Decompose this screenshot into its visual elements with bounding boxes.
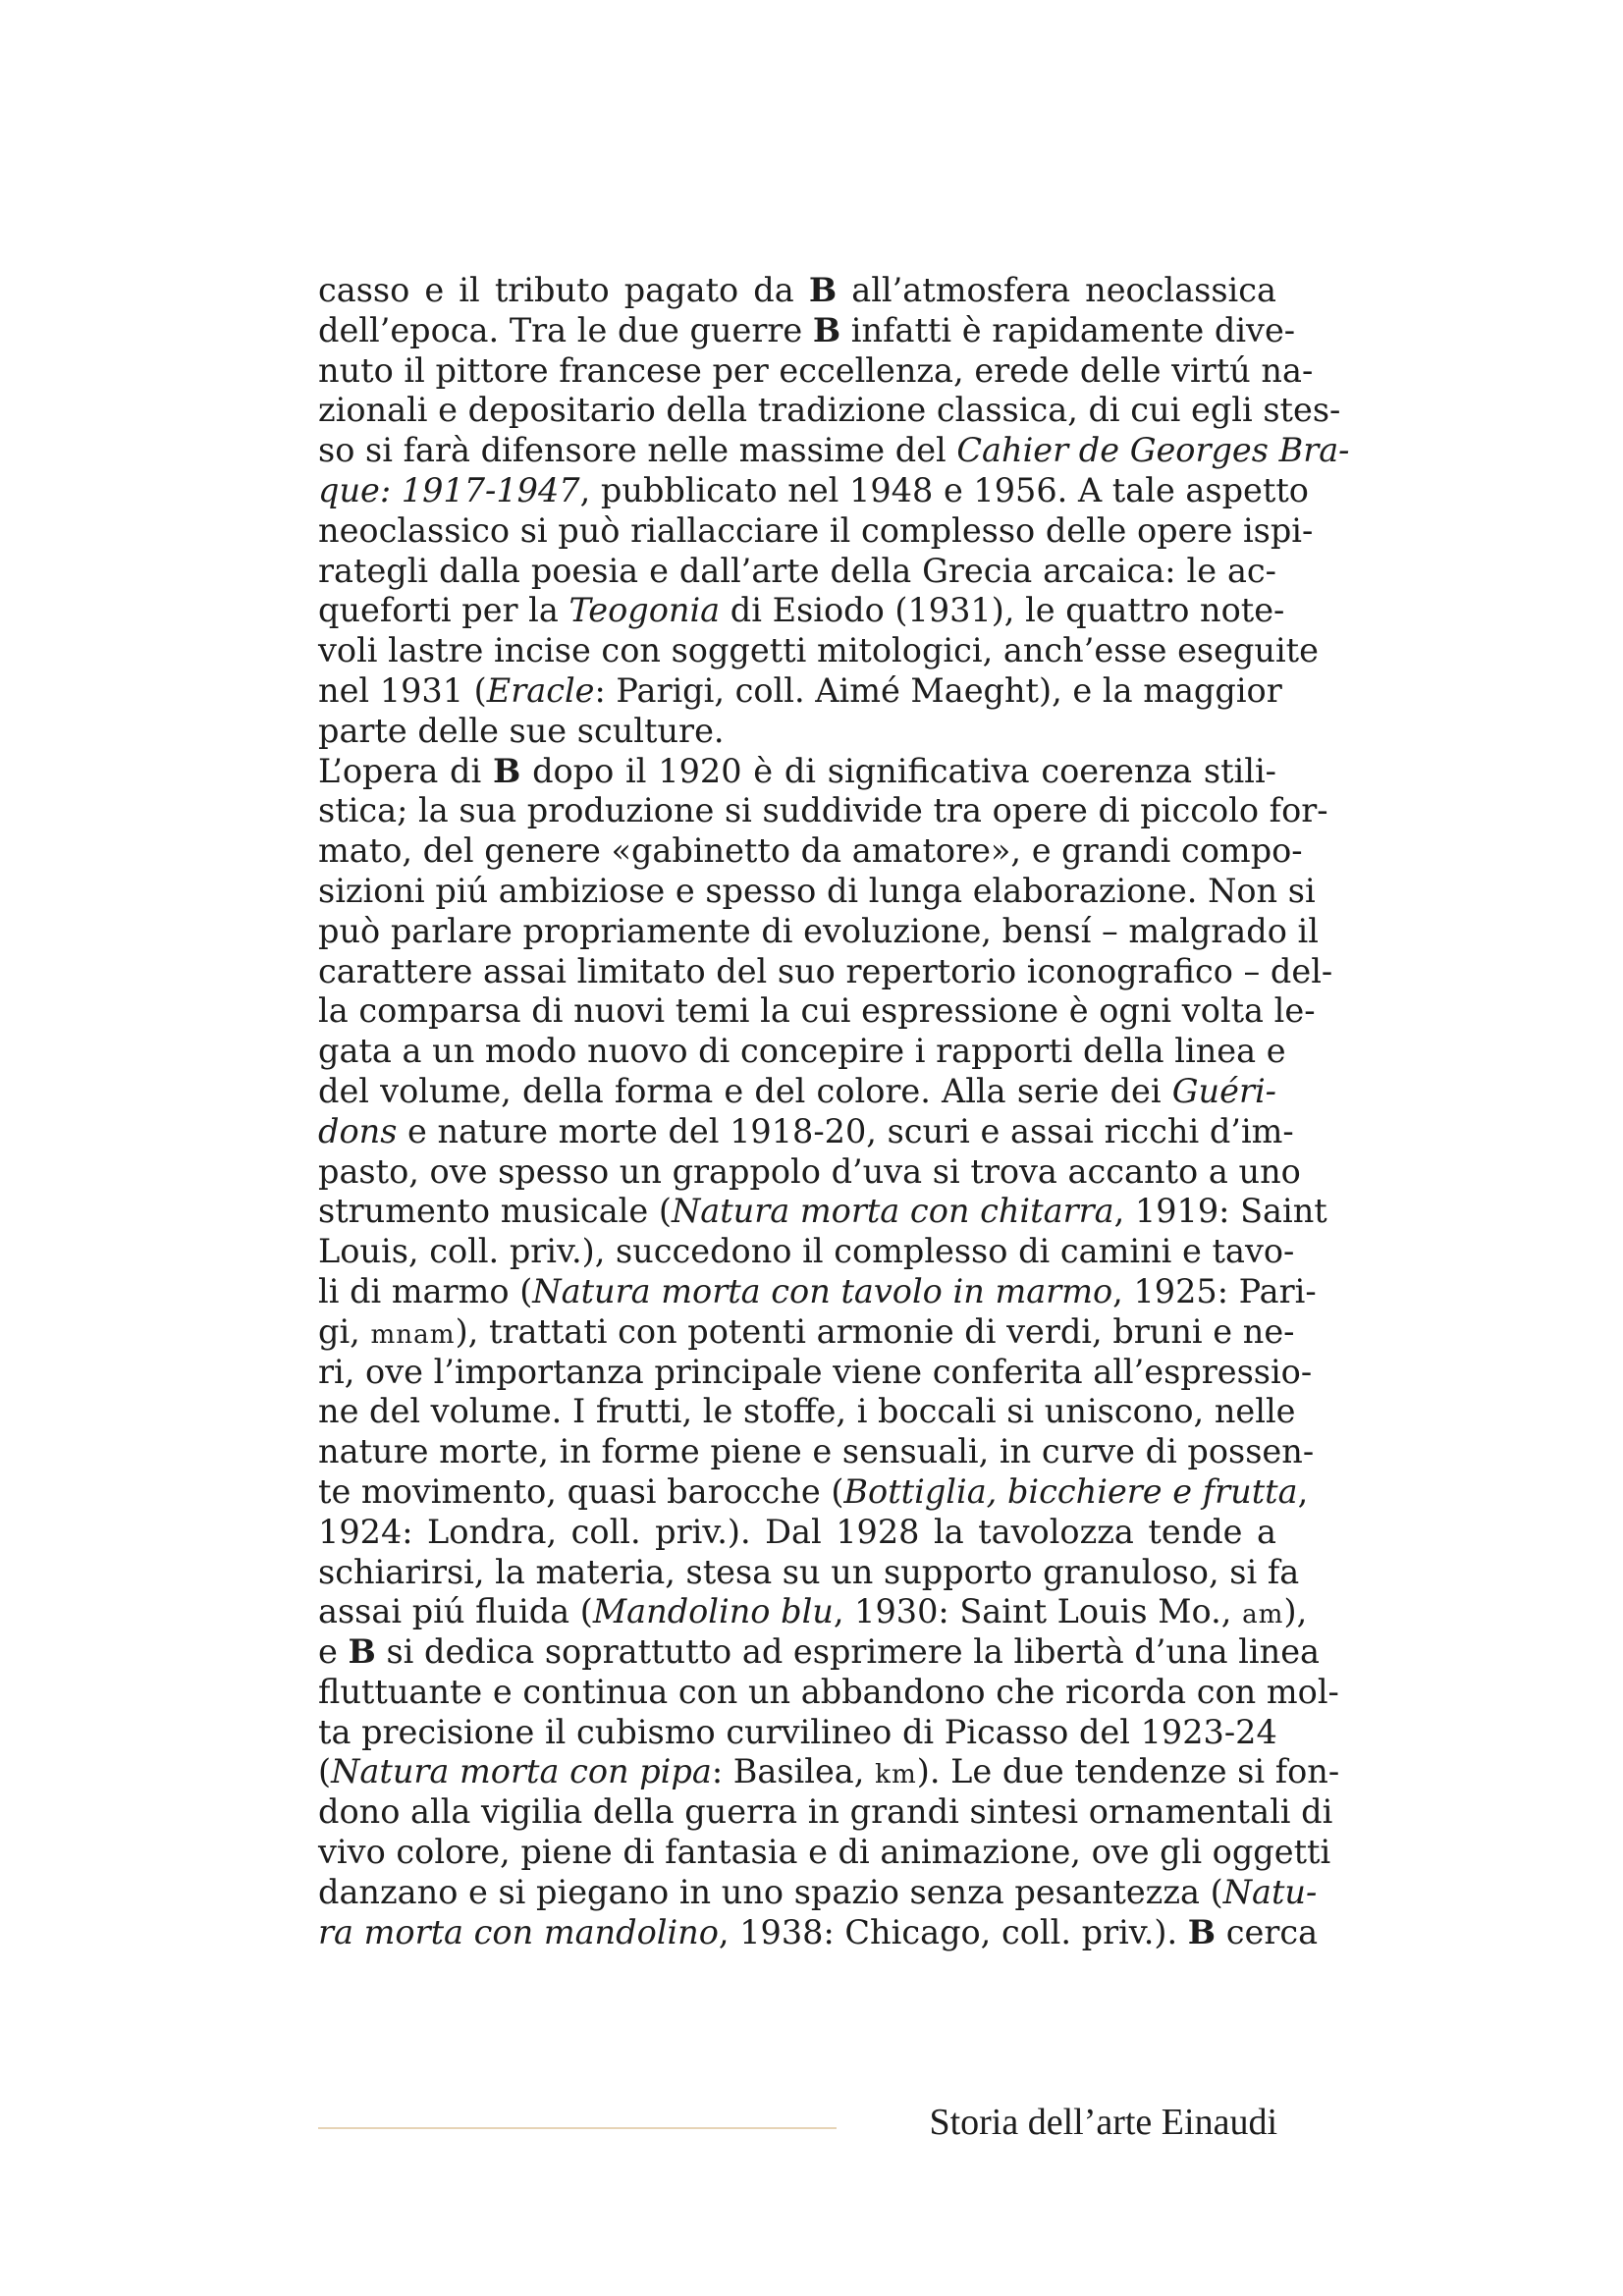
text-line [318, 310, 1296, 351]
text-line [318, 1592, 1308, 1632]
text-line [318, 1151, 1301, 1193]
bold-initial: B [812, 310, 841, 349]
text-line [318, 1752, 1340, 1792]
text-run: stica; la sua produzione si suddivide tra opere di piccolo for- [318, 791, 1328, 830]
text-run: , 1925: Pari- [1112, 1271, 1317, 1310]
text-line [318, 831, 1303, 872]
text-run: e nature morte del 1918-20, scuri e assai ricchi d’im- [397, 1111, 1294, 1150]
text-run: può parlare propriamente di evoluzione, bensí – malgrado il [318, 911, 1319, 950]
text-run: neoclassico si può riallacciare il complesso delle opere ispi- [318, 510, 1314, 550]
text-run: sizioni piú ambiziose e spesso di lunga elaborazione. Non si [318, 871, 1316, 910]
small-caps-abbr: mnam [370, 1319, 456, 1350]
text-line [318, 791, 1328, 831]
text-run: ), [1283, 1592, 1308, 1631]
text-line [318, 1672, 1339, 1713]
text-run: cerca [1216, 1912, 1319, 1951]
text-line [318, 1632, 1320, 1673]
text-line [318, 1872, 1318, 1913]
text-run: zionali e depositario della tradizione classica, di cui egli stes- [318, 391, 1341, 430]
text-line [318, 1352, 1313, 1393]
article-body [318, 271, 1350, 1952]
text-line [318, 1432, 1315, 1472]
bold-initial: B [1187, 1912, 1217, 1951]
italic-title: Eracle [486, 670, 595, 710]
text-line [318, 631, 1319, 671]
text-line [318, 1552, 1300, 1593]
text-run: e [318, 1632, 349, 1672]
text-line [318, 1192, 1327, 1232]
text-line [318, 1271, 1317, 1312]
text-line [318, 1232, 1295, 1272]
text-line [318, 712, 1276, 752]
text-run: ri, ove l’importanza principale viene conferita all’espressio- [318, 1352, 1313, 1391]
italic-title: Cahier de Georges Bra- [956, 431, 1350, 470]
text-run: la comparsa di nuovi temi la cui espressione è ogni volta le- [318, 991, 1316, 1031]
text-run: infatti è rapidamente dive- [840, 310, 1296, 349]
italic-title: Guéri- [1171, 1071, 1276, 1110]
footer-title: Storia dell’arte Einaudi [929, 2102, 1277, 2143]
text-run: dopo il 1920 è di significativa coerenza stili- [520, 751, 1276, 790]
text-line [318, 391, 1341, 431]
text-run: queforti per la [318, 591, 569, 630]
text-line [318, 1311, 1295, 1353]
text-line [318, 1392, 1296, 1432]
bold-initial: B [808, 271, 838, 309]
italic-title: Natura morta con tavolo in marmo [532, 1271, 1113, 1310]
italic-title: Natura morta con chitarra [671, 1192, 1114, 1231]
text-line [318, 552, 1276, 592]
text-run: li di marmo ( [318, 1271, 533, 1310]
text-line [318, 1111, 1294, 1152]
text-run: di Esiodo (1931), le quattro note- [720, 591, 1285, 630]
bold-initial: B [348, 1632, 376, 1672]
text-run: so si farà difensore nelle massime del [318, 431, 957, 470]
text-run: danzano e si piegano in uno spazio senza pesantezza ( [318, 1872, 1223, 1911]
text-run: , 1919: Saint [1113, 1192, 1327, 1231]
text-run: fluttuante e continua con un abbandono che ricorda con mol- [318, 1672, 1339, 1711]
small-caps-abbr: am [1242, 1600, 1284, 1630]
text-line [318, 591, 1285, 631]
text-run: si dedica soprattutto ad esprimere la libertà d’una linea [375, 1632, 1320, 1672]
italic-title: Teogonia [568, 591, 721, 630]
text-run: nel 1931 ( [318, 670, 487, 710]
text-run: vivo colore, piene di fantasia e di animazione, ove gli oggetti [318, 1833, 1331, 1872]
italic-title: que: 1917-1947 [318, 470, 580, 509]
text-line [318, 1471, 1309, 1513]
text-line [318, 470, 1309, 511]
italic-title: dons [318, 1111, 398, 1150]
text-line [318, 1032, 1286, 1072]
text-run: ( [318, 1752, 332, 1791]
text-run: gata a un modo nuovo di concepire i rapporti della linea e [318, 1032, 1286, 1071]
text-line [318, 871, 1316, 912]
text-line [318, 1912, 1319, 1953]
text-run: all’atmosfera neoclassica [837, 271, 1277, 309]
text-line [318, 911, 1319, 952]
text-line [318, 1072, 1276, 1112]
footer-rule [318, 2127, 837, 2129]
text-run: rategli dalla poesia e dall’arte della Grecia arcaica: le ac- [318, 551, 1276, 590]
italic-title: Natu- [1222, 1872, 1318, 1911]
text-run: dono alla vigilia della guerra in grandi sintesi ornamentali di [318, 1792, 1333, 1832]
text-run: ta precisione il cubismo curvilineo di Picasso del 1923-24 [318, 1712, 1277, 1751]
italic-title: Bottiglia, bicchiere e frutta [843, 1471, 1298, 1511]
text-run: ), trattati con potenti armonie di verdi, bruni e ne- [455, 1311, 1295, 1351]
text-line [318, 431, 1350, 471]
text-run: strumento musicale ( [318, 1192, 672, 1231]
text-run: , [1297, 1471, 1309, 1511]
text-run: : Basilea, [711, 1752, 876, 1791]
text-line [318, 1833, 1331, 1873]
text-run: L’opera di [318, 751, 493, 790]
text-line [318, 271, 1276, 311]
text-line [318, 1713, 1276, 1753]
text-run: dell’epoca. Tra le due guerre [318, 310, 813, 349]
text-line [318, 670, 1282, 712]
text-line [318, 510, 1314, 552]
text-line [318, 350, 1314, 392]
text-run: mato, del genere «gabinetto da amatore», e grandi compo- [318, 831, 1303, 871]
text-run: schiarirsi, la materia, stesa su un supporto granuloso, si fa [318, 1552, 1300, 1591]
italic-title: ra morta con mandolino [318, 1912, 719, 1951]
text-run: assai piú fluida ( [318, 1592, 593, 1631]
text-run: voli lastre incise con soggetti mitologici, anch’esse eseguite [318, 631, 1319, 670]
text-run: pasto, ove spesso un grappolo d’uva si trova accanto a uno [318, 1151, 1301, 1191]
text-line [318, 991, 1316, 1032]
text-run: Louis, coll. priv.), succedono il complesso di camini e tavo- [318, 1232, 1295, 1271]
text-run: te movimento, quasi barocche ( [318, 1471, 844, 1511]
text-run: parte delle sue sculture. [318, 711, 725, 750]
text-run: ). Le due tendenze si fon- [916, 1752, 1340, 1791]
italic-title: Mandolino blu [592, 1592, 834, 1631]
text-run: ne del volume. I frutti, le stoffe, i boccali si uniscono, nelle [318, 1392, 1296, 1431]
text-line [318, 951, 1333, 992]
text-run: , 1930: Saint Louis Mo., [833, 1592, 1243, 1631]
text-run: , 1938: Chicago, coll. priv.). [718, 1912, 1188, 1951]
text-run: nature morte, in forme piene e sensuali, in curve di possen- [318, 1432, 1315, 1471]
text-run: , pubblicato nel 1948 e 1956. A tale aspetto [579, 470, 1309, 509]
text-run: carattere assai limitato del suo repertorio iconografico – del- [318, 951, 1333, 990]
text-run: gi, [318, 1311, 371, 1351]
text-run: del volume, della forma e del colore. Alla serie dei [318, 1071, 1172, 1110]
text-line [318, 1513, 1276, 1553]
text-run: 1924: Londra, coll. priv.). Dal 1928 la tavolozza tende a [318, 1512, 1276, 1551]
text-line [318, 1792, 1333, 1833]
text-run: casso e il tributo pagato da [318, 271, 809, 309]
bold-initial: B [492, 751, 521, 790]
text-line [318, 752, 1276, 792]
small-caps-abbr: km [875, 1760, 917, 1790]
text-run: nuto il pittore francese per eccellenza, erede delle virtú na- [318, 350, 1314, 390]
text-run: : Parigi, coll. Aimé Maeght), e la maggior [594, 670, 1282, 710]
italic-title: Natura morta con pipa [331, 1752, 712, 1791]
